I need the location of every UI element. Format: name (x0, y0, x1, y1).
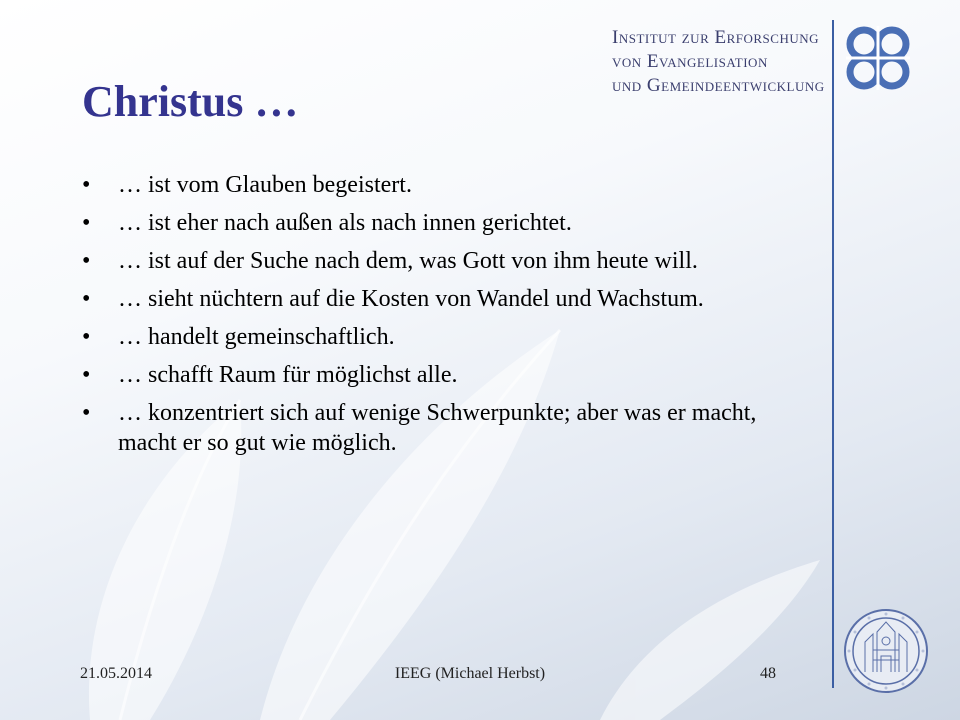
bullet-dot: • (82, 286, 91, 312)
bullet-text: … handelt gemeinschaftlich. (118, 324, 395, 350)
bullet-item (82, 284, 772, 314)
bullet-dot: • (82, 248, 91, 274)
footer-author: IEEG (Michael Herbst) (394, 665, 546, 682)
institute-name (612, 26, 825, 98)
slide-number: 48 (760, 665, 776, 682)
bullet-dot: • (82, 324, 91, 350)
bullet-item (82, 398, 772, 458)
bullet-dot: • (82, 210, 91, 236)
bullet-text: … ist vom Glauben begeistert. (118, 172, 412, 198)
bullet-text: … konzentriert sich auf wenige Schwerpunkte; aber was er macht, macht er so gut wie möglich. (118, 400, 757, 456)
institute-line-3: und Gemeindeentwicklung (612, 75, 825, 96)
slide-title: Christus … (82, 77, 299, 126)
footer-date: 21.05.2014 (80, 665, 152, 682)
bullet-item (82, 208, 772, 238)
bullet-item (82, 246, 772, 276)
vertical-divider (832, 20, 834, 688)
bullet-text: … ist auf der Suche nach dem, was Gott von ihm heute will. (118, 248, 698, 274)
bullet-dot: • (82, 172, 91, 198)
bullet-item (82, 170, 772, 200)
bullet-list (82, 170, 772, 466)
institute-emblem-icon (840, 20, 916, 96)
bullet-text: … schafft Raum für möglichst alle. (118, 362, 458, 388)
bullet-item (82, 360, 772, 390)
bullet-item (82, 322, 772, 352)
institute-line-2: von Evangelisation (612, 51, 768, 72)
bullet-text: … sieht nüchtern auf die Kosten von Wandel und Wachstum. (118, 286, 704, 312)
university-seal-icon (843, 608, 929, 694)
institute-line-1: Institut zur Erforschung (612, 27, 820, 48)
bullet-dot: • (82, 362, 91, 388)
bullet-dot: • (82, 400, 91, 426)
bullet-text: … ist eher nach außen als nach innen gerichtet. (118, 210, 572, 236)
